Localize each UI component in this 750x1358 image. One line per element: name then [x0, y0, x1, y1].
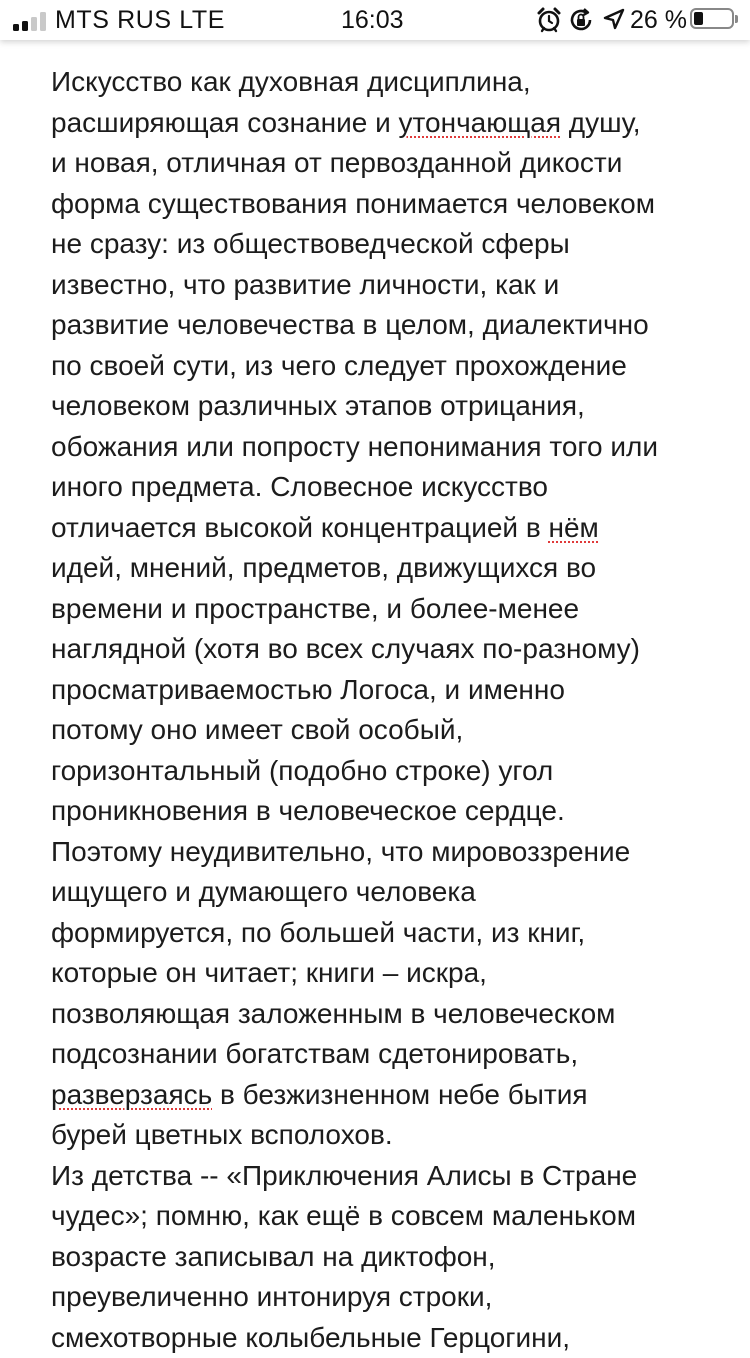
text-run: ищущего и думающего человека	[51, 876, 476, 907]
text-line	[51, 467, 741, 508]
signal-icon	[13, 11, 49, 31]
text-line	[51, 427, 741, 468]
text-run: Из детства -- «Приключения Алисы в Стране	[51, 1160, 637, 1191]
text-line	[51, 589, 741, 630]
text-run: и новая, отличная от первозданной дикости	[51, 147, 622, 178]
text-line	[51, 1115, 741, 1156]
text-run: идей, мнений, предметов, движущихся во	[51, 552, 596, 583]
text-line	[51, 305, 741, 346]
text-run: времени и пространстве, и более-менее	[51, 593, 579, 624]
text-run: наглядной (хотя во всех случаях по-разному)	[51, 633, 640, 664]
alarm-icon	[536, 6, 562, 34]
text-run: иного предмета. Словесное искусство	[51, 471, 548, 502]
text-line	[51, 346, 741, 387]
text-run: расширяющая сознание и	[51, 107, 399, 138]
text-line	[51, 1277, 741, 1318]
text-line	[51, 1156, 741, 1197]
article-text	[51, 62, 741, 1358]
text-run: Поэтому неудивительно, что мировоззрение	[51, 836, 630, 867]
status-bar	[0, 0, 750, 40]
text-run: просматриваемостью Логоса, и именно	[51, 674, 565, 705]
orientation-lock-icon	[568, 6, 594, 34]
text-run: горизонтальный (подобно строке) угол	[51, 755, 553, 786]
text-run: развитие человечества в целом, диалектично	[51, 309, 649, 340]
text-line	[51, 265, 741, 306]
clock: 16:03	[341, 5, 404, 35]
text-run: потому оно имеет свой особый,	[51, 714, 463, 745]
text-run: отличается высокой концентрацией в	[51, 512, 549, 543]
text-run: по своей сути, из чего следует прохождение	[51, 350, 627, 381]
text-run: известно, что развитие личности, как и	[51, 269, 559, 300]
text-line	[51, 670, 741, 711]
text-run: чудес»; помню, как ещё в совсем маленьком	[51, 1200, 636, 1231]
text-run: формируется, по большей части, из книг,	[51, 917, 585, 948]
text-run: подсознании богатствам сдетонировать,	[51, 1038, 578, 1069]
text-run: преувеличенно интонируя строки,	[51, 1281, 492, 1312]
text-run: позволяющая заложенным в человеческом	[51, 998, 615, 1029]
text-line	[51, 143, 741, 184]
text-line	[51, 224, 741, 265]
text-line	[51, 710, 741, 751]
text-line	[51, 548, 741, 589]
text-line	[51, 386, 741, 427]
text-run: душу,	[561, 107, 641, 138]
text-run: не сразу: из обществоведческой сферы	[51, 228, 570, 259]
text-run: человеком различных этапов отрицания,	[51, 390, 585, 421]
text-line	[51, 791, 741, 832]
text-line	[51, 953, 741, 994]
text-line	[51, 508, 741, 549]
text-line	[51, 1196, 741, 1237]
spellcheck-word[interactable]: нём	[549, 512, 599, 543]
battery-percent: 26 %	[630, 5, 687, 35]
text-run: проникновения в человеческое сердце.	[51, 795, 565, 826]
text-line	[51, 1034, 741, 1075]
text-line	[51, 629, 741, 670]
text-line	[51, 832, 741, 873]
text-run: обожания или попросту непонимания того или	[51, 431, 658, 462]
battery-level-fill	[694, 12, 703, 25]
text-run: в безжизненном небе бытия	[212, 1079, 587, 1110]
text-line	[51, 872, 741, 913]
battery-tip	[735, 15, 738, 23]
spellcheck-word[interactable]: разверзаясь	[51, 1079, 212, 1110]
text-run: бурей цветных всполохов.	[51, 1119, 393, 1150]
text-run: которые он читает; книги – искра,	[51, 957, 487, 988]
text-run: форма существования понимается человеком	[51, 188, 655, 219]
text-line	[51, 1075, 741, 1116]
text-run: Искусство как духовная дисциплина,	[51, 66, 531, 97]
text-line	[51, 994, 741, 1035]
text-run: возрасте записывал на диктофон,	[51, 1241, 496, 1272]
location-icon	[602, 6, 626, 34]
text-line	[51, 103, 741, 144]
carrier-label: MTS RUS LTE	[55, 5, 225, 35]
text-line	[51, 1237, 741, 1278]
text-line	[51, 62, 741, 103]
text-line	[51, 1318, 741, 1358]
text-run: смехотворные колыбельные Герцогини,	[51, 1322, 570, 1353]
battery-icon	[690, 8, 734, 29]
text-line	[51, 913, 741, 954]
text-line	[51, 751, 741, 792]
text-line	[51, 184, 741, 225]
spellcheck-word[interactable]: утончающая	[399, 107, 561, 138]
